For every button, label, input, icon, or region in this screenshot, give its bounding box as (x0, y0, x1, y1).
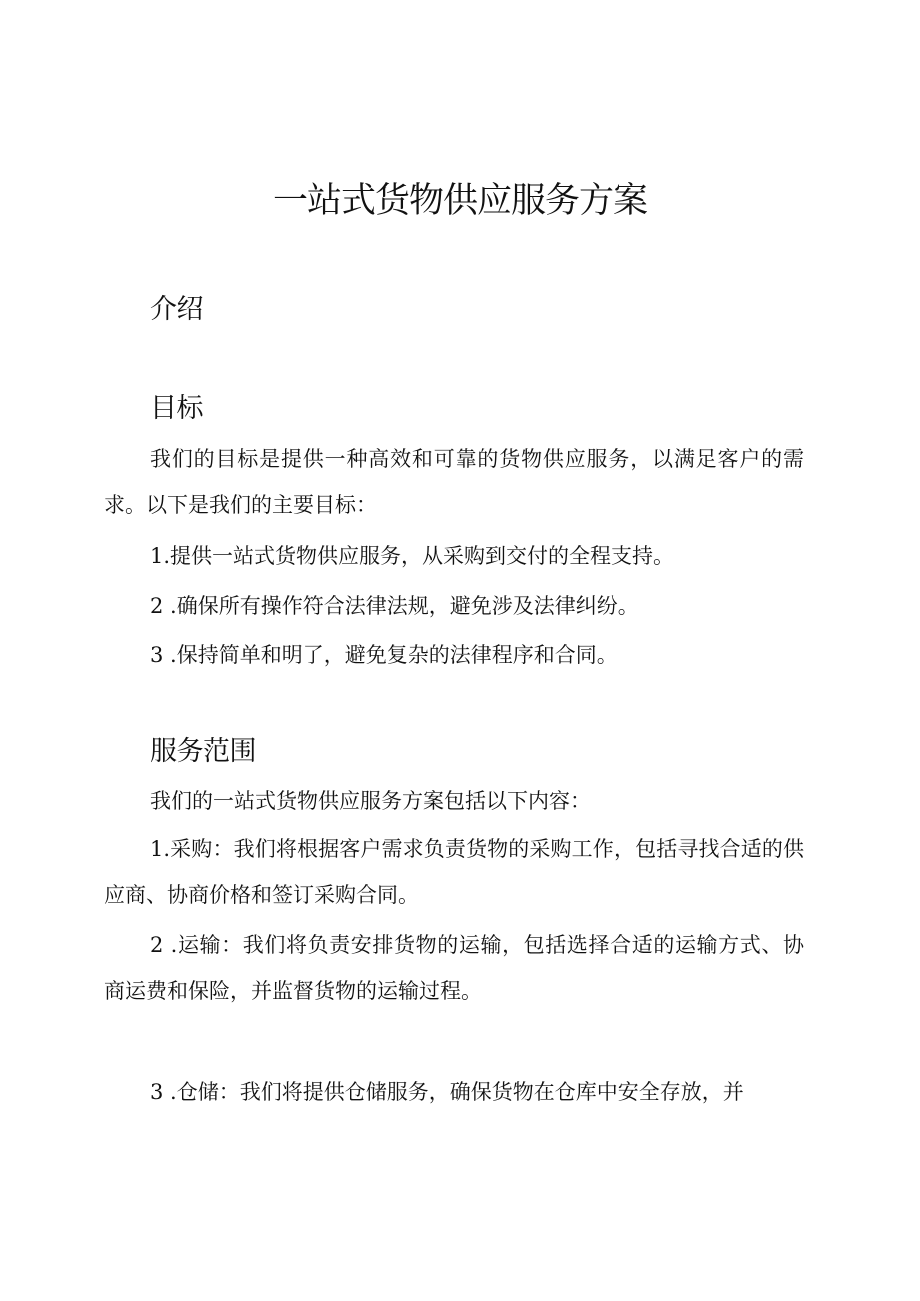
heading-scope: 服务范围 (150, 736, 256, 767)
goal-item-3-number: 3 . (150, 643, 177, 667)
heading-intro: 介绍 (150, 294, 203, 325)
heading-goals: 目标 (150, 393, 203, 424)
goal-item-2-number: 2 . (150, 594, 177, 618)
scope-item-2-text: 运输：我们将负责安排货物的运输，包括选择合适的运输方式、协商运费和保险，并监督货物的运输过程。 (104, 933, 804, 1003)
scope-item-3 (150, 1069, 810, 1115)
document-title: 一站式货物供应服务方案 (272, 181, 647, 221)
scope-item-3-number: 3 . (150, 1080, 177, 1104)
scope-item-3-text: 仓储：我们将提供仓储服务，确保货物在仓库中安全存放，并 (176, 1080, 744, 1104)
goal-item-3-text: 保持简单和明了，避免复杂的法律程序和合同。 (176, 643, 618, 667)
scope-item-1-number: 1. (150, 837, 171, 861)
scope-item-1-text: 采购：我们将根据客户需求负责货物的采购工作，包括寻找合适的供应商、协商价格和签订采购合同。 (104, 837, 804, 907)
goal-item-1-number: 1. (150, 544, 171, 568)
goal-item-2-text: 确保所有操作符合法律法规，避免涉及法律纠纷。 (176, 594, 639, 618)
scope-item-2 (104, 922, 804, 1014)
scope-item-1 (104, 826, 804, 918)
goal-item-3 (150, 632, 810, 678)
scope-paragraph: 我们的一站式货物供应服务方案包括以下内容： (150, 789, 591, 813)
goal-item-2 (150, 583, 810, 629)
goal-item-1 (150, 533, 810, 579)
scope-item-2-number: 2 . (150, 933, 178, 957)
goals-paragraph: 我们的目标是提供一种高效和可靠的货物供应服务，以满足客户的需求。以下是我们的主要目标： (104, 447, 804, 517)
goal-item-1-text: 提供一站式货物供应服务，从采购到交付的全程支持。 (170, 544, 675, 568)
